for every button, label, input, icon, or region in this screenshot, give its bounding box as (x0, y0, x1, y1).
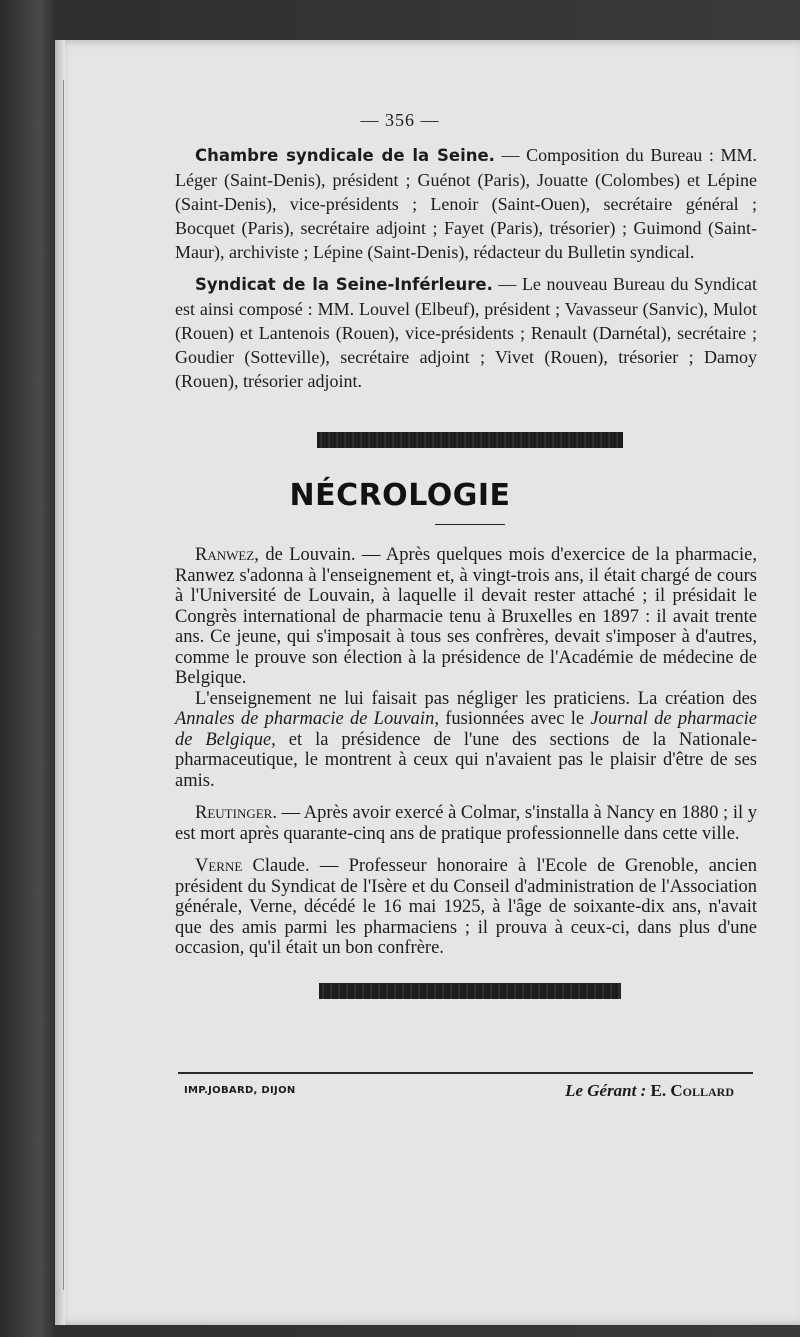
printer-imprint: IMP.JOBARD, DIJON (184, 1085, 296, 1096)
gerant-signature (565, 1081, 734, 1101)
obituary-ranwez (175, 545, 757, 689)
footer-rule (178, 1072, 753, 1074)
section-title: NÉCROLOGIE (289, 478, 511, 513)
obituary-name: Ranwez (195, 545, 255, 565)
syndicat-heading: Chambre syndicale de la Seine. (195, 146, 495, 165)
obituary-ranwez-continued (175, 689, 757, 792)
obituary-name: Verne (195, 856, 243, 876)
journal-title: Journal de pharmacie de Belgique, (175, 709, 757, 750)
obituary-verne (175, 856, 757, 959)
obituary-text: fusionnées avec le (438, 709, 591, 729)
obituary-reutinger (175, 803, 757, 844)
obituary-text: Claude. — Professeur honoraire à l'Ecole de Grenoble, ancien président du Syndicat de l'Isère et du Conseil d'administration de l'Association générale, Verne, décédé le 16 mai 1925, à l'âge de soixante-dix ans, n'avait que des amis parmi les pharmaciens ; il prouva à ceux-ci, dans plus d'une occasion, qu'il était un bon confrère. (175, 856, 757, 958)
journal-title: Annales de pharmacie de Louvain, (175, 709, 439, 729)
syndicats-section (175, 143, 757, 393)
ornamental-rule-top (317, 432, 623, 448)
title-underline (435, 524, 505, 525)
syndicat-text: — Le nouveau Bureau du Syndicat est ainsi composé : MM. Louvel (Elbeuf), président ; Vavasseur (Sanvic), Mulot (Rouen) et Lantenois (Rouen), vice-présidents ; Renault (Darnétal), secrétaire ; Goudier (Sotteville), secrétaire adjoint ; Vivet (Rouen), trésorier ; Damoy (Rouen), trésorier adjoint. (175, 274, 757, 391)
obituary-name: Reutinger (195, 803, 273, 823)
syndicat-seine-paragraph (175, 143, 757, 264)
obituary-text: . — Après avoir exercé à Colmar, s'installa à Nancy en 1880 ; il y est mort après quarante-cinq ans de pratique professionnelle dans cette ville. (175, 803, 757, 844)
gerant-name: E. Collard (650, 1081, 734, 1100)
obituary-text: L'enseignement ne lui faisait pas négliger les praticiens. La création des (195, 688, 757, 709)
obituary-text: et la présidence de l'une des sections de la Nationale-pharmaceutique, le montrent à ceux qui n'avaient pas le plaisir d'être de ses amis. (175, 729, 758, 791)
gerant-label: Le Gérant : (565, 1081, 647, 1100)
ornamental-rule-bottom (319, 983, 621, 999)
page-fold-line (63, 80, 64, 1290)
necrologie-section (175, 545, 757, 959)
page-number: — 356 — (360, 110, 440, 130)
obituary-text: , de Louvain. — Après quelques mois d'exercice de la pharmacie, Ranwez s'adonna à l'enseignement et, à vingt-trois ans, il était chargé de cours à l'Université de Louvain, à laquelle il devait rester attaché ; il présidait le Congrès international de pharmacie tenu à Bruxelles en 1897 : il avait trente ans. Ce jeune, qui s'imposait à tous ses confrères, devait s'imposer à d'autres, comme le prouve son élection à la présidence de l'Académie de médecine de Belgique. (175, 545, 757, 688)
syndicat-seine-inferieure-paragraph (175, 272, 757, 393)
syndicat-text: — Composition du Bureau : MM. Léger (Saint-Denis), président ; Guénot (Paris), Jouatte (Colombes) et Lépine (Saint-Denis), vice-présidents ; Lenoir (Saint-Ouen), secrétaire général ; Bocquet (Paris), secrétaire adjoint ; Fayet (Paris), trésorier) ; Guimond (Saint-Maur), archiviste ; Lépine (Saint-Denis), rédacteur du Bulletin syndical. (175, 145, 758, 262)
syndicat-heading: Syndicat de la Seine-Inférleure. (195, 275, 493, 294)
